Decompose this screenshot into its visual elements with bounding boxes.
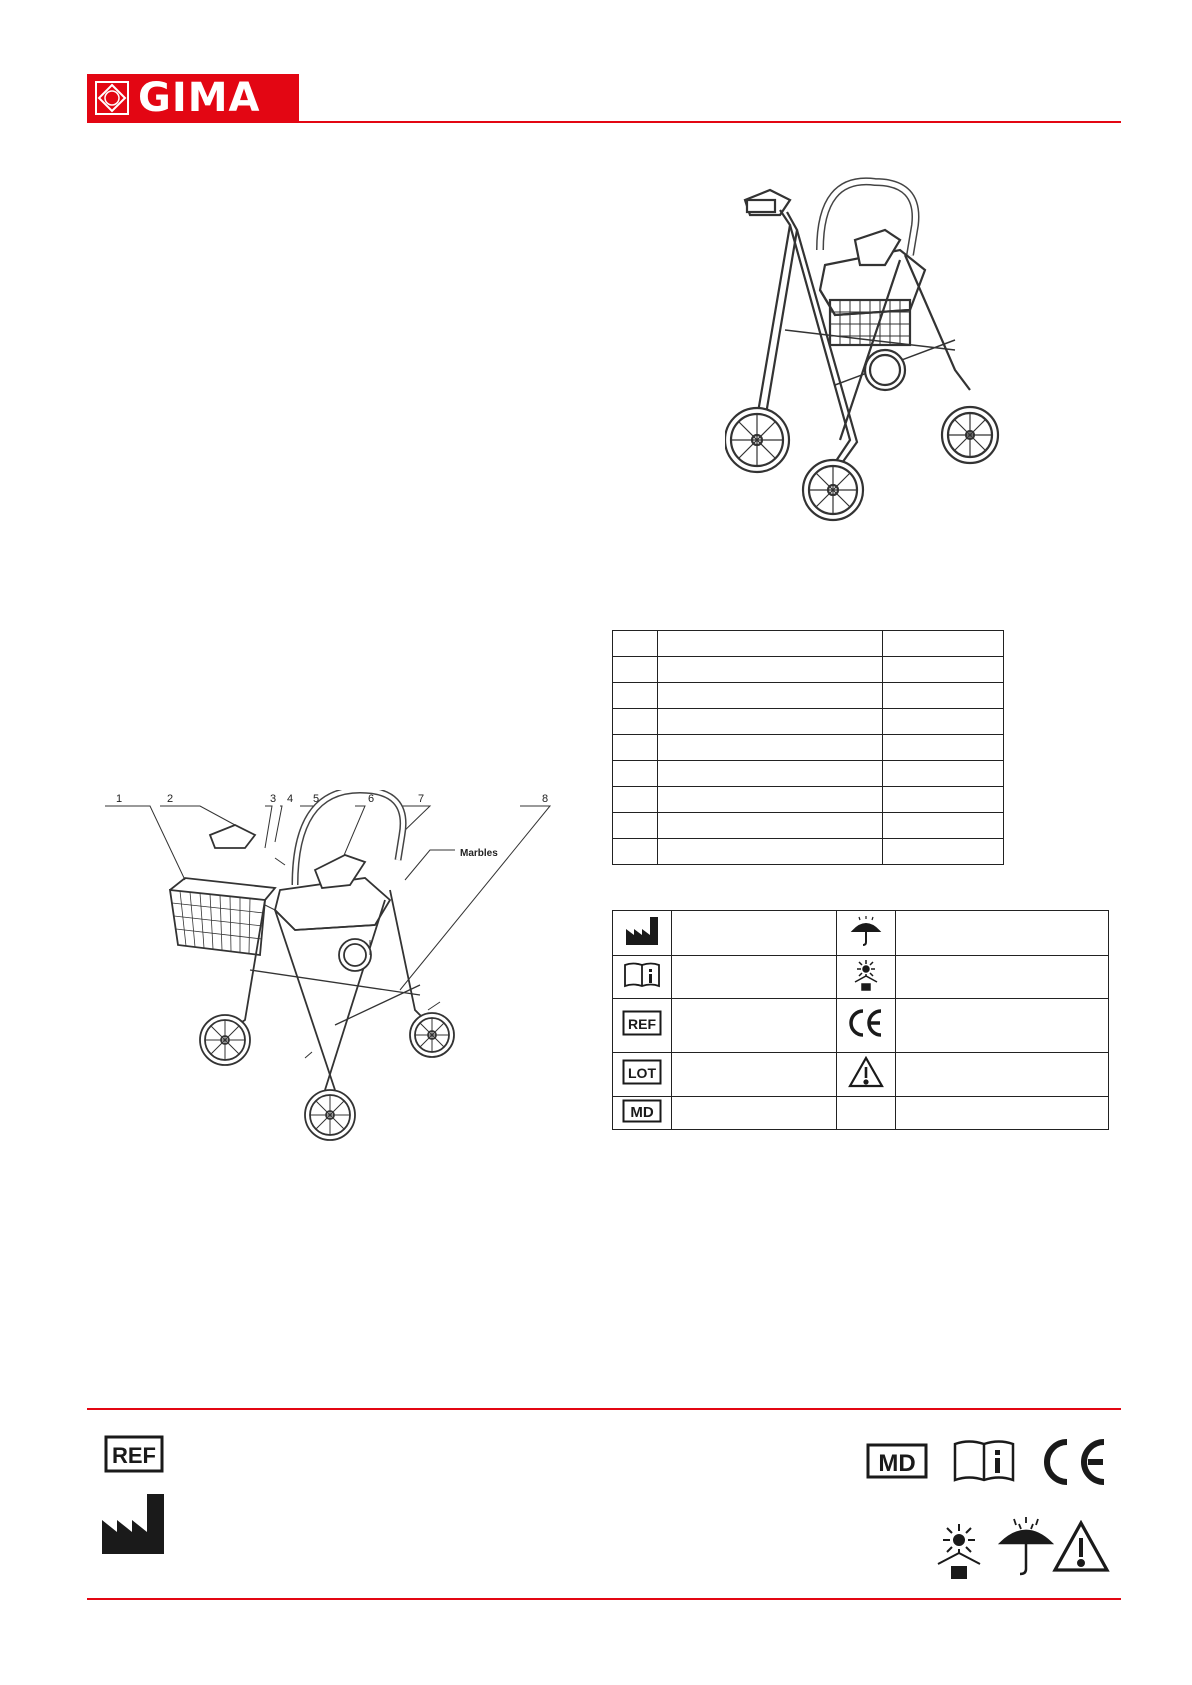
manufacturer-icon <box>100 1492 166 1556</box>
callout-8: 8 <box>542 793 549 805</box>
gima-emblem-icon <box>94 80 130 116</box>
keep-away-from-sunlight-icon <box>849 958 883 992</box>
callout-6: 6 <box>368 793 375 805</box>
basket-icon <box>170 878 275 955</box>
ref-icon <box>622 1010 662 1036</box>
callout-7: 7 <box>418 793 425 805</box>
ce-mark-icon <box>847 1008 885 1038</box>
keep-dry-icon <box>850 915 882 947</box>
table-row <box>613 999 1109 1053</box>
ref-label: REF <box>628 1016 656 1032</box>
table-row <box>613 683 1004 709</box>
keep-away-from-sunlight-icon <box>928 1522 990 1580</box>
footer-bottom-rule <box>87 1598 1121 1600</box>
ref-icon <box>104 1435 164 1473</box>
table-row <box>613 956 1109 999</box>
table-row <box>613 1053 1109 1097</box>
table-row <box>613 631 1004 657</box>
callout-3: 3 <box>270 793 277 805</box>
table-row <box>613 787 1004 813</box>
md-icon <box>622 1099 662 1123</box>
rollator-illustration-top <box>725 170 1050 550</box>
table-row <box>613 813 1004 839</box>
wheel-icon <box>725 408 789 472</box>
table-row <box>613 911 1109 956</box>
table-row <box>613 735 1004 761</box>
footer-md-label: MD <box>878 1450 916 1477</box>
caution-icon <box>1052 1520 1110 1574</box>
callout-1: 1 <box>116 793 123 805</box>
marbles-label: Marbles <box>460 848 498 859</box>
consult-instructions-icon <box>952 1438 1016 1484</box>
symbols-table <box>612 910 1109 1130</box>
table-row <box>613 839 1004 865</box>
table-row <box>613 761 1004 787</box>
parts-table <box>612 630 1004 865</box>
header-rule <box>87 121 1121 123</box>
md-icon <box>866 1443 928 1479</box>
callout-2: 2 <box>167 793 174 805</box>
ce-mark-icon <box>1036 1437 1108 1487</box>
table-row <box>613 709 1004 735</box>
lot-label: LOT <box>628 1065 656 1081</box>
table-row <box>613 657 1004 683</box>
rollator-exploded-diagram <box>100 790 560 1170</box>
keep-dry-icon <box>998 1515 1054 1577</box>
manufacturer-icon <box>624 915 660 947</box>
callout-4: 4 <box>287 793 294 805</box>
md-label: MD <box>630 1103 654 1121</box>
brand-name: GIMA <box>138 75 261 121</box>
consult-instructions-icon <box>623 961 661 989</box>
footer-top-rule <box>87 1408 1121 1410</box>
footer-ref-label: REF <box>112 1443 156 1468</box>
lot-icon <box>622 1059 662 1085</box>
brand-logo <box>87 74 299 122</box>
callout-5: 5 <box>313 793 320 805</box>
table-row <box>613 1097 1109 1130</box>
caution-icon <box>848 1056 884 1088</box>
